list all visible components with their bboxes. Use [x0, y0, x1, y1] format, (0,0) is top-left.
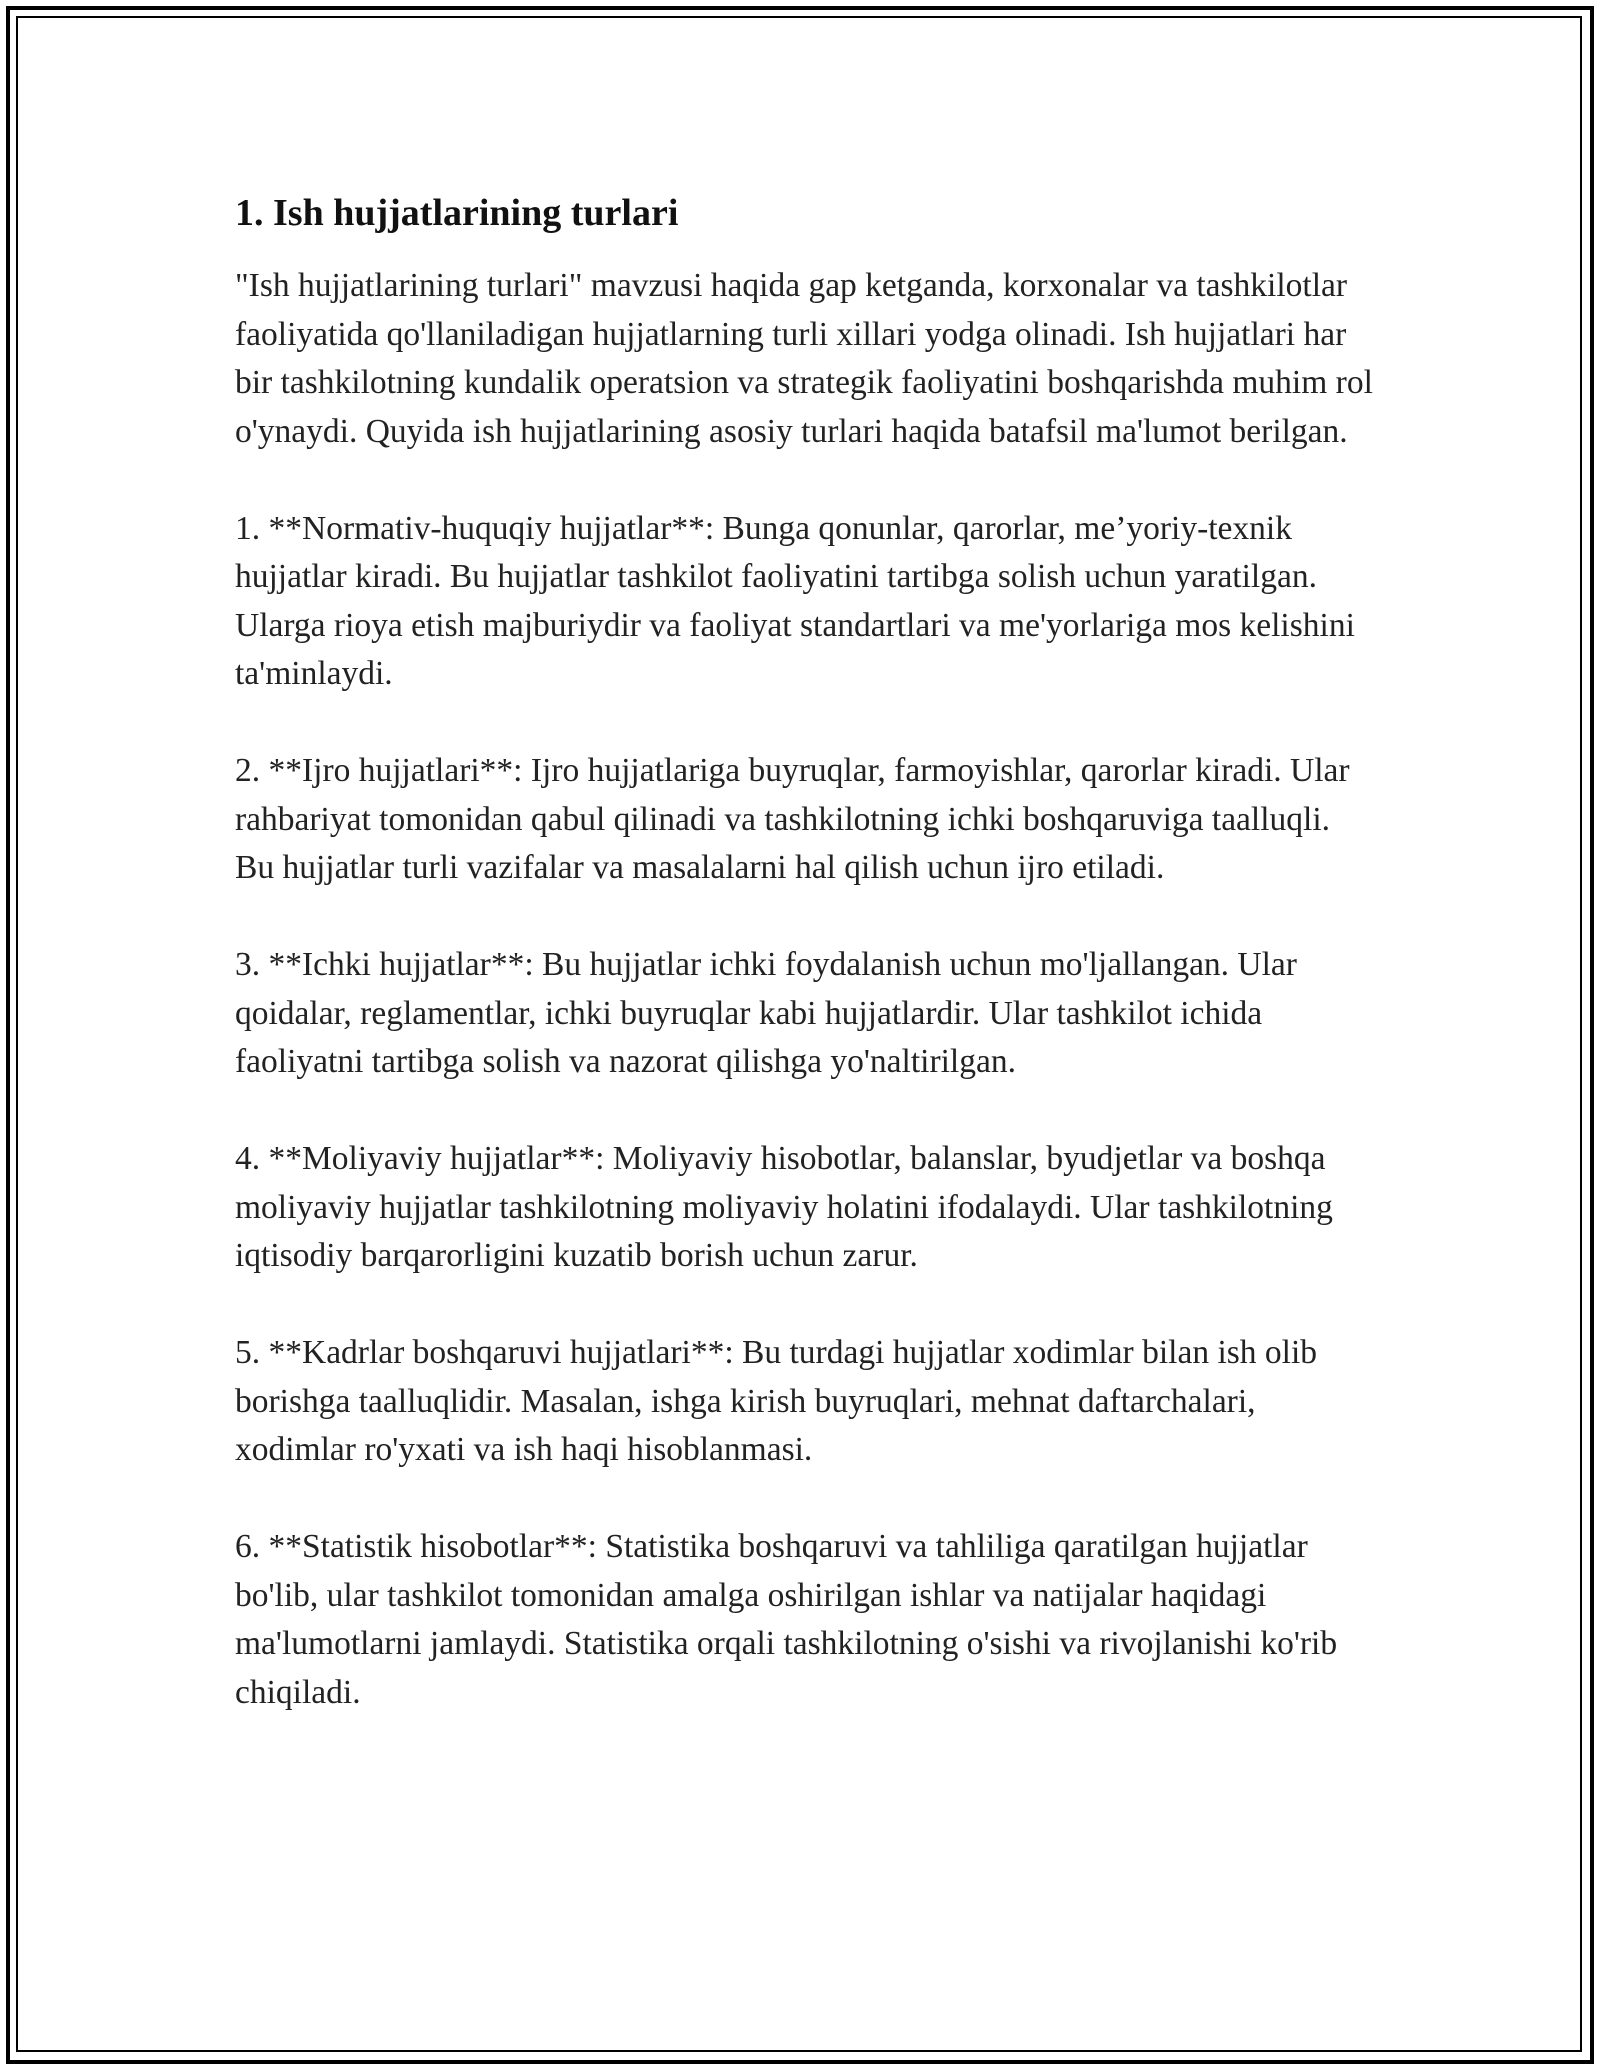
- list-item-normativ: 1. **Normativ-huquqiy hujjatlar**: Bunga qonunlar, qarorlar, me’yoriy-texnik hujjatlar kiradi. Bu hujjatlar tashkilot faoliyatini tartibga solish uchun yaratilgan. Ularga rioya etish majburiydir va faoliyat standartlari va me'yorlariga mos kelishini ta'minlaydi.: [235, 509, 1355, 692]
- list-item-moliyaviy: 4. **Moliyaviy hujjatlar**: Moliyaviy hisobotlar, balanslar, byudjetlar va boshqa moliyaviy hujjatlar tashkilotning moliyaviy holatini ifodalaydi. Ular tashkilotning iqtisodiy barqarorligini kuzatib borish uchun zarur.: [235, 1140, 1333, 1274]
- list-item-kadrlar: 5. **Kadrlar boshqaruvi hujjatlari**: Bu turdagi hujjatlar xodimlar bilan ish olib borishga taalluqlidir. Masalan, ishga kirish buyruqlari, mehnat daftarchalari, xodimlar ro'yxati va ish haqi hisoblanmasi.: [235, 1334, 1318, 1468]
- page-title: 1. Ish hujjatlarining turlari: [235, 192, 679, 234]
- list-item-ijro: 2. **Ijro hujjatlari**: Ijro hujjatlariga buyruqlar, farmoyishlar, qarorlar kiradi. Ular rahbariyat tomonidan qabul qilinadi va tashkilotning ichki boshqaruviga taalluqli. Bu hujjatlar turli vazifalar va masalalarni hal qilish uchun ijro etiladi.: [235, 752, 1350, 886]
- list-item-ichki: 3. **Ichki hujjatlar**: Bu hujjatlar ichki foydalanish uchun mo'ljallangan. Ular qoidalar, reglamentlar, ichki buyruqlar kabi hujjatlardir. Ular tashkilot ichida faoliyatni tartibga solish va nazorat qilishga yo'naltirilgan.: [235, 946, 1297, 1080]
- document-body: [235, 188, 1375, 1766]
- intro-paragraph: "Ish hujjatlarining turlari" mavzusi haqida gap ketganda, korxonalar va tashkilotlar faoliyatida qo'llaniladigan hujjatlarning turli xillari yodga olinadi. Ish hujjatlari har bir tashkilotning kundalik operatsion va strategik faoliyatini boshqarishda muhim rol o'ynaydi. Quyida ish hujjatlarining asosiy turlari haqida batafsil ma'lumot berilgan.: [235, 267, 1373, 450]
- list-item-statistik: 6. **Statistik hisobotlar**: Statistika boshqaruvi va tahliliga qaratilgan hujjatlar bo'lib, ular tashkilot tomonidan amalga oshirilgan ishlar va natijalar haqidagi ma'lumotlarni jamlaydi. Statistika orqali tashkilotning o'sishi va rivojlanishi ko'rib chiqiladi.: [235, 1528, 1338, 1711]
